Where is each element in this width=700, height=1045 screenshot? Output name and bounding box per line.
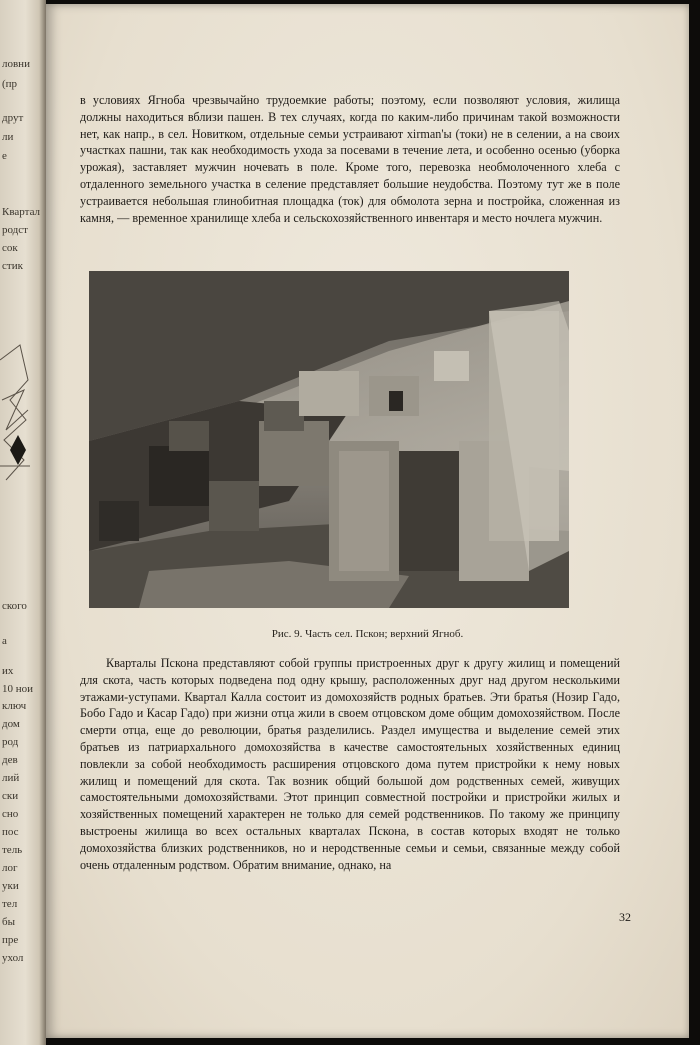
left-page-fragment: ского xyxy=(2,600,27,612)
page-number: 32 xyxy=(619,910,631,924)
left-page-fragment: стик xyxy=(2,260,23,272)
left-page-fragment: е xyxy=(2,150,7,162)
left-page-fragment: а xyxy=(2,635,7,647)
left-page-fragment: пре xyxy=(2,934,19,946)
left-page-fragment: ски xyxy=(2,790,19,802)
paragraph-bottom xyxy=(80,655,620,873)
photo-figure xyxy=(89,271,569,608)
left-page-fragment: друт xyxy=(2,112,24,124)
left-page-fragment: пос xyxy=(2,826,19,838)
left-page-fragment: ловни xyxy=(2,58,30,70)
left-page-fragment: уки xyxy=(2,880,19,892)
left-page-fragment: тел xyxy=(2,898,18,910)
left-page-fragment: родст xyxy=(2,224,28,236)
paragraph-text: в условиях Ягноба чрезвычайно трудоемкие работы; поэтому, если позволяют условия, жилища должны находиться вблизи пашен. В тех случаях, когда по каким-либо причинам такой возможности нет, как напр., в сел. Новитком, отдельные семьи устраивают хirman'ы (токи) не в селении, а на своих участках пашни, так как необходимость ухода за посевами в течение лета, и особенно осенью (уборка урожая), заставляет мужчин ночевать в поле. Кроме того, перевозка необмолоченного хлеба с отдаленного земельного участка в селение представляет большие неудобства. Поэтому тут же в поле устраивается небольшая глинобитная площадка (ток) для обмолота зерна и постройка, сложенная из камня, — временное хранилище хлеба и сельскохозяйственного инвентаря и место ночлега мужчин. xyxy=(80,93,620,225)
left-page-fragment: ли xyxy=(2,131,14,143)
left-page-fragment: лий xyxy=(2,772,20,784)
left-page-fragment: дев xyxy=(2,754,18,766)
left-page-fragment: ухол xyxy=(2,952,24,964)
left-page-sketch xyxy=(0,340,32,490)
left-page-fragment: Квартал xyxy=(2,206,41,218)
book-page xyxy=(46,4,689,1038)
left-page-fragment: ключ xyxy=(2,700,27,712)
left-page-fragment: род xyxy=(2,736,19,748)
left-page-fragment: их xyxy=(2,665,14,677)
left-page-fragment: сок xyxy=(2,242,18,254)
left-page-fragment: сно xyxy=(2,808,19,820)
paragraph-top xyxy=(80,92,620,226)
left-page-fragment: бы xyxy=(2,916,15,928)
left-page-fragment: (пр xyxy=(2,78,18,90)
left-page-fragment: тель xyxy=(2,844,23,856)
left-page-fragment: 10 нои xyxy=(2,683,34,695)
left-page-fragment: дом xyxy=(2,718,20,730)
paragraph-text: Кварталы Пскона представляют собой группы пристроенных друг к другу жилищ и помещений для скота, часть которых подведена под одну крышу, расположенных друг над другом несколькими этажами-уступами. Квартал Калла состоит из домохозяйств родных братьев. Эти братья (Нозир Гадо, Бобо Гадо и Касар Гадо) при жизни отца жили в своем отцовском доме общим домохозяйством. После смерти отца, еще до революции, братья разделились. Раздел имущества и выделение семей этих братьев из патриархального домохозяйства в качестве самостоятельных хозяйственных единиц повлекли за собой необходимость расширения отцовского дома путем пристройки к нему новых жилищ и помещений для скота. Так возник общий большой дом родственных семей, живущих самостоятельными домохозяйствами. Этот принцип совместной постройки и пристройки жилых и хозяйственных помещений характерен не только для семей родственников. По такому же принципу выстроены жилища во всех остальных кварталах Пскона, в состав которых входят не только домохозяйства близких родственников, но и неродственные семьи и семьи, связанные между собой очень отдаленным родством. Обратим внимание, однако, на xyxy=(80,656,620,872)
left-page-edge xyxy=(0,0,46,1045)
left-page-fragment: лог xyxy=(2,862,18,874)
village-photo xyxy=(89,271,569,608)
figure-caption: Рис. 9. Часть сел. Пскон; верхний Ягноб. xyxy=(271,628,464,640)
